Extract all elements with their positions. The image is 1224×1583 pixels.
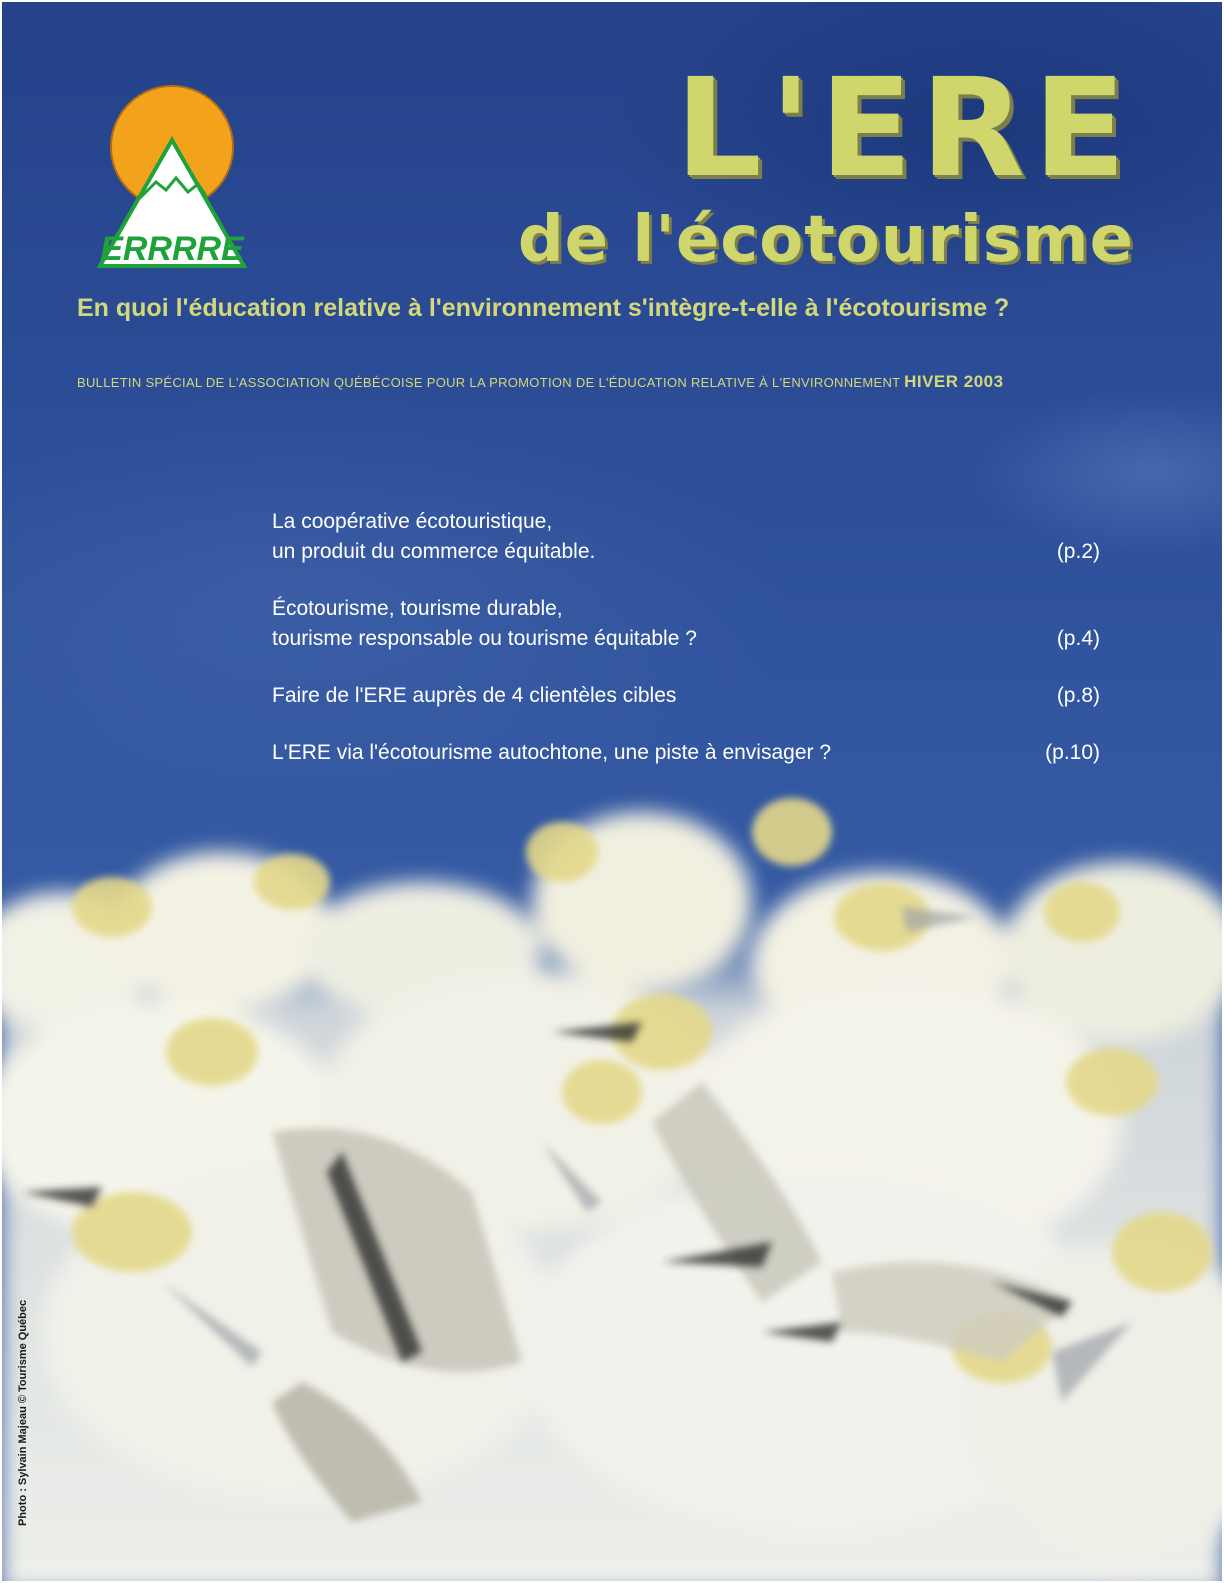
toc-title-line: Faire de l'ERE auprès de 4 clientèles cibles [272, 684, 677, 707]
toc-item[interactable] [272, 594, 1100, 654]
photo-credit: Photo : Sylvain Majeau © Tourisme Québec [17, 1299, 29, 1526]
toc-page-number: (p.4) [1056, 627, 1100, 650]
toc-title-line: Écotourisme, tourisme durable, [272, 597, 563, 620]
page-title: L'ERE [675, 50, 1134, 208]
logo-letters: ERRRRE [100, 230, 244, 268]
table-of-contents [272, 507, 1100, 795]
toc-page-number: (p.10) [1045, 741, 1100, 764]
bulletin-text: BULLETIN SPÉCIAL DE L'ASSOCIATION QUÉBÉCOISE POUR LA PROMOTION DE L'ÉDUCATION RELATIVE À L'ENVIRONNEMENT [77, 375, 901, 390]
aqpere-logo [96, 82, 248, 272]
toc-title-line: L'ERE via l'écotourisme autochtone, une piste à envisager ? [272, 741, 832, 764]
toc-title-line: tourisme responsable ou tourisme équitable ? [272, 627, 697, 650]
bulletin-season: HIVER 2003 [904, 372, 1004, 391]
toc-item[interactable] [272, 681, 1100, 711]
toc-title-line: La coopérative écotouristique, [272, 510, 553, 533]
toc-item[interactable] [272, 507, 1100, 567]
toc-title-line: un produit du commerce équitable. [272, 540, 596, 563]
toc-item[interactable] [272, 738, 1100, 768]
lead-question: En quoi l'éducation relative à l'environnement s'intègre-t-elle à l'écotourisme ? [77, 294, 1010, 322]
page-subtitle: de l'écotourisme [517, 203, 1134, 277]
toc-page-number: (p.8) [1056, 684, 1100, 707]
toc-page-number: (p.2) [1056, 540, 1100, 563]
cover-page [2, 2, 1222, 1581]
bulletin-line [77, 372, 1004, 393]
